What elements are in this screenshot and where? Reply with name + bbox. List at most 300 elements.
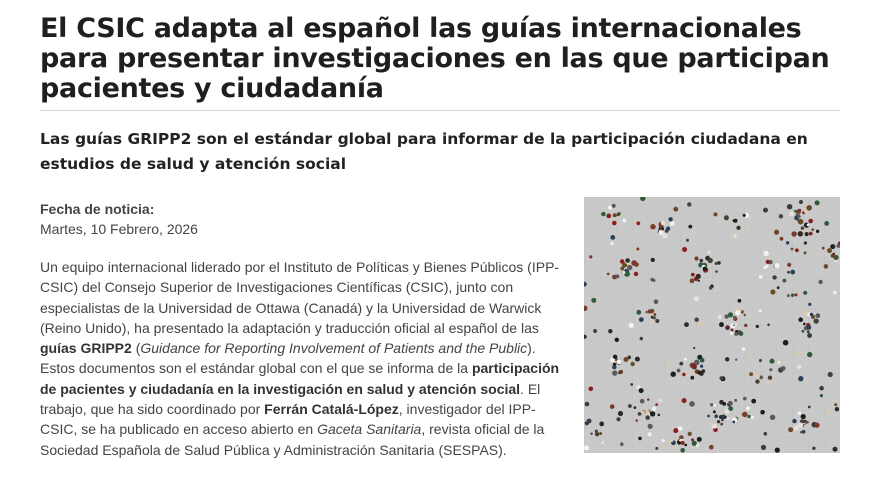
- crowd-person-dot: [792, 419, 796, 423]
- crowd-person-dot: [595, 432, 599, 436]
- crowd-person-dot: [635, 419, 638, 422]
- crowd-person-dot: [770, 415, 775, 420]
- crowd-person-dot: [806, 205, 812, 211]
- crowd-person-dot: [719, 322, 724, 327]
- crowd-person-dot: [814, 423, 819, 428]
- news-article: [40, 14, 840, 460]
- crowd-person-dot: [693, 347, 695, 349]
- crowd-person-dot: [796, 351, 801, 356]
- crowd-person-dot: [585, 402, 590, 407]
- crowd-person-dot: [736, 226, 740, 230]
- crowd-person-dot: [659, 230, 664, 235]
- article-text-column: [40, 199, 570, 460]
- crowd-person-dot: [715, 262, 718, 265]
- crowd-person-dot: [697, 437, 702, 442]
- crowd-person-dot: [808, 303, 811, 306]
- crowd-person-dot: [713, 410, 716, 413]
- crowd-person-dot: [735, 310, 740, 315]
- crowd-person-dot: [617, 212, 620, 215]
- crowd-person-dot: [668, 217, 672, 221]
- crowd-person-dot: [755, 374, 760, 379]
- crowd-person-dot: [795, 248, 799, 252]
- crowd-person-dot: [612, 370, 617, 375]
- crowd-person-dot: [613, 355, 617, 359]
- crowd-person-dot: [684, 322, 689, 327]
- crowd-person-dot: [756, 325, 759, 328]
- body-text-2: (: [131, 340, 141, 357]
- crowd-person-dot: [835, 407, 839, 411]
- crowd-person-dot: [584, 445, 589, 450]
- crowd-person-dot: [618, 371, 621, 374]
- crowd-person-dot: [634, 272, 638, 276]
- crowd-person-dot: [770, 359, 775, 364]
- crowd-person-dot: [684, 444, 687, 447]
- crowd-person-dot: [655, 319, 659, 323]
- crowd-person-dot: [670, 221, 675, 226]
- crowd-person-dot: [787, 294, 790, 297]
- crowd-person-dot: [620, 259, 624, 263]
- crowd-person-dot: [663, 445, 666, 448]
- crowd-person-dot: [833, 447, 838, 452]
- crowd-person-dot: [651, 258, 655, 262]
- crowd-person-dot: [790, 327, 793, 330]
- crowd-person-dot: [617, 417, 621, 421]
- crowd-person-dot: [599, 432, 602, 435]
- crowd-person-dot: [810, 313, 813, 316]
- crowd-person-dot: [638, 437, 642, 441]
- crowd-person-dot: [645, 311, 648, 314]
- crowd-person-dot: [617, 359, 622, 364]
- body-bold-author: Ferrán Catalá-López: [264, 401, 399, 418]
- crowd-person-dot: [696, 444, 700, 448]
- crowd-person-dot: [587, 419, 589, 421]
- crowd-person-dot: [808, 219, 813, 224]
- crowd-person-dot: [653, 316, 655, 318]
- crowd-person-dot: [805, 232, 809, 236]
- crowd-person-dot: [801, 414, 806, 419]
- crowd-person-dot: [824, 264, 829, 269]
- crowd-person-dot: [761, 445, 766, 450]
- crowd-person-dot: [788, 427, 793, 432]
- crowd-person-dot: [772, 275, 776, 279]
- crowd-person-dot: [639, 317, 644, 322]
- crowd-person-dot: [734, 332, 738, 336]
- crowd-person-dot: [734, 219, 738, 223]
- crowd-person-dot: [783, 279, 787, 283]
- crowd-person-dot: [816, 313, 821, 318]
- crowd-person-dot: [730, 331, 733, 334]
- crowd-person-dot: [650, 411, 655, 416]
- body-bold-participation: participación de pacientes y ciudadanía en la investigación en salud y atención social: [40, 360, 560, 397]
- crowd-image: [584, 197, 840, 453]
- crowd-person-dot: [718, 315, 722, 319]
- crowd-person-dot: [796, 209, 801, 214]
- crowd-person-dot: [647, 398, 650, 401]
- crowd-person-dot: [694, 296, 699, 301]
- crowd-person-dot: [744, 324, 747, 327]
- crowd-person-dot: [791, 294, 794, 297]
- crowd-person-dot: [610, 235, 615, 240]
- crowd-person-dot: [674, 218, 677, 221]
- article-content: [40, 199, 840, 460]
- crowd-person-dot: [734, 399, 737, 402]
- body-text-1: Un equipo internacional liderado por el Instituto de Políticas y Bienes Públicos (IPP-CSIC) del Consejo Superior de Investigaciones Científicas (CSIC), junto con especialistas de la Universidad de Ottawa (Canadá) y la Universidad de Warwick (Reino Unido), ha presentado la adaptación y traducción oficial al español de las: [40, 259, 560, 336]
- crowd-person-dot: [628, 404, 632, 408]
- crowd-person-dot: [789, 212, 794, 217]
- crowd-person-dot: [684, 358, 687, 361]
- crowd-person-dot: [807, 224, 810, 227]
- crowd-person-dot: [777, 361, 781, 365]
- crowd-person-dot: [677, 441, 681, 445]
- crowd-person-dot: [652, 407, 656, 411]
- crowd-person-dot: [787, 263, 791, 267]
- crowd-person-dot: [775, 448, 780, 453]
- crowd-person-dot: [804, 251, 807, 254]
- crowd-person-dot: [834, 403, 837, 406]
- crowd-person-dot: [824, 221, 829, 226]
- crowd-person-dot: [640, 337, 643, 340]
- crowd-person-dot: [791, 248, 794, 251]
- crowd-person-dot: [636, 221, 640, 225]
- crowd-person-dot: [743, 397, 747, 401]
- crowd-person-dot: [759, 275, 763, 279]
- crowd-person-dot: [794, 426, 799, 431]
- crowd-person-dot: [764, 432, 768, 436]
- crowd-person-dot: [648, 424, 653, 429]
- crowd-person-dot: [814, 318, 819, 323]
- crowd-person-dot: [759, 359, 762, 362]
- page-title: El CSIC adapta al español las guías internacionales para presentar investigaciones en las que participan pacientes y ciudadanía: [40, 14, 840, 111]
- crowd-person-dot: [612, 204, 616, 208]
- crowd-person-dot: [747, 228, 750, 231]
- crowd-person-dot: [751, 399, 756, 404]
- crowd-person-dot: [822, 247, 825, 250]
- crowd-person-dot: [661, 221, 665, 225]
- crowd-person-dot: [677, 369, 681, 373]
- crowd-person-dot: [645, 415, 650, 420]
- date-value: Martes, 10 Febrero, 2026: [40, 221, 198, 237]
- crowd-person-dot: [724, 314, 728, 318]
- crowd-person-dot: [832, 245, 835, 248]
- crowd-person-dot: [733, 316, 736, 319]
- crowd-person-dot: [755, 379, 759, 383]
- crowd-person-dot: [585, 421, 589, 425]
- crowd-person-dot: [631, 362, 635, 366]
- body-italic-guidance: Guidance for Reporting Involvement of Patients and the Public: [140, 340, 528, 357]
- crowd-person-dot: [794, 210, 797, 213]
- crowd-person-dot: [666, 362, 670, 366]
- crowd-person-dot: [815, 200, 820, 205]
- crowd-person-dot: [636, 310, 641, 315]
- crowd-person-dot: [615, 338, 619, 342]
- crowd-person-dot: [735, 359, 737, 361]
- crowd-person-dot: [766, 265, 769, 268]
- crowd-person-dot: [673, 207, 678, 212]
- crowd-person-dot: [630, 383, 633, 386]
- crowd-person-dot: [780, 237, 784, 241]
- crowd-person-dot: [812, 447, 815, 450]
- crowd-person-dot: [694, 256, 698, 260]
- crowd-person-dot: [705, 231, 708, 234]
- crowd-person-dot: [635, 357, 640, 362]
- body-text-4: . El trabajo, que ha sido coordinado por: [40, 380, 541, 418]
- crowd-person-dot: [688, 432, 692, 436]
- crowd-person-dot: [725, 357, 729, 361]
- crowd-person-dot: [807, 352, 812, 357]
- body-text-5: , investigador del IPP-CSIC, se ha publicado en acceso abierto en: [40, 401, 536, 438]
- crowd-person-dot: [608, 329, 612, 333]
- crowd-person-dot: [721, 419, 724, 422]
- crowd-person-dot: [700, 365, 703, 368]
- crowd-person-dot: [804, 241, 807, 244]
- crowd-person-dot: [722, 402, 726, 406]
- crowd-person-dot: [655, 403, 658, 406]
- crowd-person-dot: [809, 232, 813, 236]
- crowd-person-dot: [701, 369, 705, 373]
- crowd-person-dot: [751, 416, 754, 419]
- crowd-person-dot: [734, 235, 737, 238]
- crowd-person-dot: [698, 280, 700, 282]
- crowd-person-dot: [742, 413, 745, 416]
- crowd-person-dot: [648, 432, 652, 436]
- crowd-person-dot: [742, 347, 745, 350]
- crowd-person-dot: [768, 376, 772, 380]
- crowd-person-dot: [713, 404, 716, 407]
- article-body-paragraph: [40, 257, 570, 460]
- crowd-person-dot: [833, 253, 835, 255]
- crowd-person-dot: [769, 273, 772, 276]
- crowd-person-dot: [827, 248, 832, 253]
- crowd-person-dot: [827, 410, 832, 415]
- crowd-person-dot: [648, 309, 652, 313]
- crowd-person-dot: [759, 309, 762, 312]
- crowd-person-dot: [642, 411, 645, 414]
- crowd-person-dot: [680, 448, 685, 453]
- crowd-person-dot: [662, 439, 665, 442]
- crowd-person-dot: [708, 251, 711, 254]
- crowd-person-dot: [610, 404, 615, 409]
- crowd-person-dot: [801, 226, 804, 229]
- crowd-person-dot: [625, 258, 630, 263]
- crowd-person-dot: [607, 273, 610, 276]
- crowd-person-dot: [645, 410, 649, 414]
- crowd-person-dot: [746, 406, 750, 410]
- crowd-person-dot: [786, 241, 789, 244]
- crowd-person-dot: [634, 406, 637, 409]
- crowd-person-dot: [802, 309, 807, 314]
- crowd-person-dot: [625, 370, 628, 373]
- crowd-person-dot: [688, 225, 692, 229]
- crowd-person-dot: [728, 406, 733, 411]
- crowd-person-dot: [811, 228, 814, 231]
- crowd-person-dot: [709, 286, 713, 290]
- crowd-person-dot: [743, 214, 746, 217]
- crowd-person-dot: [734, 323, 737, 326]
- crowd-person-dot: [698, 321, 703, 326]
- crowd-person-dot: [738, 299, 742, 303]
- crowd-person-dot: [724, 215, 729, 220]
- crowd-person-dot: [589, 387, 594, 392]
- crowd-person-dot: [787, 204, 792, 209]
- crowd-person-dot: [763, 208, 768, 213]
- crowd-person-dot: [687, 202, 691, 206]
- crowd-person-dot: [690, 376, 694, 380]
- crowd-person-dot: [606, 214, 611, 219]
- crowd-person-dot: [777, 286, 780, 289]
- crowd-person-dot: [612, 365, 616, 369]
- crowd-person-dot: [671, 440, 674, 443]
- crowd-person-dot: [714, 415, 718, 419]
- crowd-person-dot: [799, 200, 803, 204]
- crowd-person-dot: [613, 213, 617, 217]
- crowd-person-dot: [806, 325, 811, 330]
- crowd-person-dot: [640, 399, 645, 404]
- crowd-person-dot: [682, 398, 687, 403]
- crowd-person-dot: [717, 261, 721, 265]
- crowd-person-dot: [593, 329, 597, 333]
- crowd-person-dot: [649, 320, 652, 323]
- crowd-person-dot: [631, 260, 637, 266]
- crowd-person-dot: [700, 259, 704, 263]
- crowd-person-dot: [798, 376, 803, 381]
- crowd-person-dot: [798, 317, 803, 322]
- crowd-person-dot: [707, 415, 710, 418]
- crowd-person-dot: [662, 233, 667, 238]
- crowd-person-dot: [728, 401, 733, 406]
- crowd-person-dot: [726, 326, 729, 329]
- crowd-person-dot: [710, 403, 713, 406]
- crowd-person-dot: [611, 242, 614, 245]
- crowd-person-dot: [717, 420, 720, 423]
- crowd-person-dot: [691, 273, 695, 277]
- crowd-person-dot: [690, 371, 695, 376]
- crowd-person-dot: [798, 219, 804, 225]
- crowd-person-dot: [618, 411, 623, 416]
- crowd-person-dot: [679, 362, 683, 366]
- crowd-person-dot: [654, 299, 659, 304]
- crowd-person-dot: [720, 423, 723, 426]
- crowd-person-dot: [651, 316, 654, 319]
- crowd-person-dot: [620, 442, 624, 446]
- crowd-person-dot: [804, 209, 808, 213]
- crowd-person-dot: [744, 314, 746, 316]
- crowd-person-dot: [636, 248, 639, 251]
- crowd-person-dot: [797, 365, 801, 369]
- crowd-person-dot: [689, 401, 695, 407]
- crowd-person-dot: [653, 279, 656, 282]
- crowd-person-dot: [818, 280, 822, 284]
- crowd-person-dot: [816, 230, 819, 233]
- crowd-person-dot: [703, 267, 707, 271]
- crowd-person-dot: [627, 265, 632, 270]
- crowd-person-dot: [694, 367, 697, 370]
- crowd-person-dot: [654, 313, 657, 316]
- crowd-person-dot: [731, 329, 734, 332]
- crowd-person-dot: [690, 278, 695, 283]
- crowd-person-dot: [682, 373, 685, 376]
- date-label: Fecha de noticia:: [40, 201, 155, 217]
- crowd-person-dot: [781, 366, 786, 371]
- crowd-person-dot: [833, 291, 837, 295]
- crowd-person-dot: [764, 251, 769, 256]
- article-subtitle: Las guías GRIPP2 son el estándar global para informar de la participación ciudadana en estudios de salud y atención social: [40, 130, 808, 173]
- crowd-person-dot: [695, 318, 699, 322]
- crowd-person-dot: [770, 289, 775, 294]
- crowd-person-dot: [790, 270, 795, 275]
- crowd-person-dot: [802, 430, 806, 434]
- crowd-person-dot: [682, 247, 687, 252]
- aerial-crowd-photo: [584, 197, 840, 453]
- crowd-person-dot: [700, 358, 705, 363]
- crowd-person-dot: [622, 219, 626, 223]
- crowd-person-dot: [791, 231, 796, 236]
- crowd-person-dot: [599, 422, 604, 427]
- body-bold-gripp2: guías GRIPP2: [40, 340, 132, 357]
- crowd-person-dot: [720, 376, 724, 380]
- crowd-person-dot: [595, 430, 598, 433]
- crowd-person-dot: [747, 415, 750, 418]
- crowd-person-dot: [774, 230, 779, 235]
- crowd-person-dot: [749, 352, 753, 356]
- crowd-person-dot: [828, 372, 833, 377]
- crowd-person-dot: [666, 227, 670, 231]
- crowd-person-dot: [671, 372, 676, 377]
- crowd-person-dot: [615, 274, 619, 278]
- crowd-person-dot: [708, 258, 713, 263]
- crowd-person-dot: [681, 441, 685, 445]
- crowd-person-dot: [766, 260, 770, 264]
- crowd-person-dot: [590, 433, 592, 435]
- crowd-person-dot: [659, 399, 662, 402]
- crowd-person-dot: [749, 372, 753, 376]
- crowd-person-dot: [797, 215, 800, 218]
- body-text-6: , revista oficial de la Sociedad Española de Salud Pública y Administración Sanitaria (SESPAS).: [40, 421, 545, 458]
- crowd-person-dot: [795, 293, 798, 296]
- crowd-person-dot: [767, 381, 772, 386]
- crowd-person-dot: [713, 424, 718, 429]
- crowd-person-dot: [760, 410, 765, 415]
- crowd-person-dot: [691, 438, 694, 441]
- crowd-person-dot: [627, 356, 631, 360]
- crowd-person-dot: [608, 205, 612, 209]
- crowd-person-dot: [732, 421, 735, 424]
- crowd-person-dot: [807, 330, 810, 333]
- crowd-person-dot: [807, 333, 812, 338]
- crowd-person-dot: [629, 323, 634, 328]
- crowd-person-dot: [783, 340, 789, 346]
- crowd-person-dot: [767, 324, 770, 327]
- crowd-person-dot: [591, 298, 596, 303]
- crowd-person-dot: [589, 255, 592, 258]
- crowd-person-dot: [739, 331, 744, 336]
- crowd-person-dot: [673, 428, 678, 433]
- crowd-person-dot: [820, 394, 823, 397]
- crowd-person-dot: [787, 271, 790, 274]
- crowd-person-dot: [678, 426, 683, 431]
- crowd-person-dot: [802, 330, 805, 333]
- crowd-person-dot: [798, 423, 803, 428]
- crowd-person-dot: [774, 263, 779, 268]
- crowd-person-dot: [830, 446, 833, 449]
- crowd-person-dot: [601, 441, 604, 444]
- crowd-person-dot: [622, 271, 625, 274]
- crowd-person-dot: [714, 212, 718, 216]
- crowd-person-dot: [803, 323, 806, 326]
- crowd-person-dot: [808, 406, 811, 409]
- crowd-person-dot: [803, 291, 807, 295]
- crowd-person-dot: [779, 214, 783, 218]
- crowd-person-dot: [686, 239, 689, 242]
